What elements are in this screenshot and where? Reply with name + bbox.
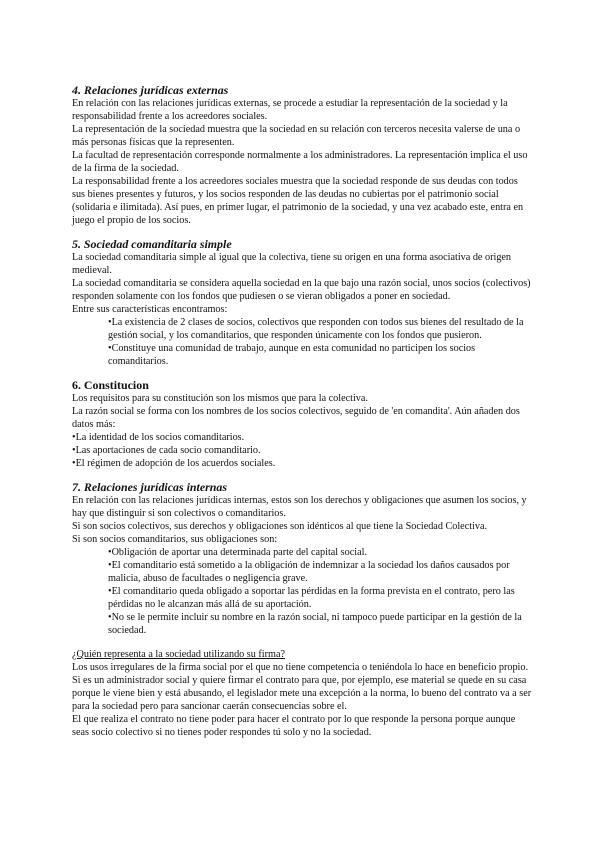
section-external-relations: [72, 84, 532, 227]
paragraph: La responsabilidad frente a los acreedores sociales muestra que la sociedad responde de sus deudas con todos sus bienes presentes y futuros, y los socios responden de las deudas no cubiertas por el patrimonio social (solidaria e ilimitada). Así pues, en primer lugar, el patrimonio de la sociedad, y una vez acabado este, entra en juego el propio de los socios.: [72, 176, 524, 226]
bullet-list: [72, 546, 532, 637]
paragraph: En relación con las relaciones jurídicas internas, estos son los derechos y obligaciones que asumen los socios, y hay que distinguir si son colectivos o comanditarios.: [72, 495, 527, 519]
list-item: •Obligación de aportar una determinada parte del capital social.: [108, 547, 367, 558]
question-heading: ¿Quién representa a la sociedad utilizando su firma?: [72, 649, 285, 660]
paragraph: La representación de la sociedad muestra que la sociedad en su relación con terceros necesita valerse de una o más personas físicas que la representen.: [72, 124, 521, 148]
paragraph: El que realiza el contrato no tiene poder para hacer el contrato por lo que responde la persona porque aunque seas socio colectivo si no tienes poder respondes tú solo y no la sociedad.: [72, 714, 516, 738]
paragraph: La sociedad comanditaria se considera aquella sociedad en la que bajo una razón social, unos socios (colectivos) responden solamente con los fondos que pudiesen o se vieran obligados a poner en sociedad.: [72, 278, 531, 302]
list-item: •El comanditario está sometido a la obligación de indemnizar a la sociedad los daños causados por malicia, abuso de facultades o negligencia grave.: [108, 560, 510, 584]
section-heading: 4. Relaciones jurídicas externas: [72, 83, 229, 97]
section-heading: 5. Sociedad comanditaria simple: [72, 237, 232, 251]
paragraph: La sociedad comanditaria simple al igual que la colectiva, tiene su origen en una forma asociativa de origen medieval.: [72, 252, 512, 276]
paragraph: Los usos irregulares de la firma social por el que no tiene competencia o teniéndola lo hace en beneficio propio. Si es un administrador social y quiere firmar el contrato para que, por ejemplo, ese material se quede en su casa porque le viene bien y está abusando, el legislador mete una excepción a la norma, lo bueno del contrato va a ser para la sociedad pero para sancionar caerán consecuencias sobre el.: [72, 662, 532, 712]
section-comanditaria-simple: [72, 238, 532, 368]
paragraph: Entre sus características encontramos:: [72, 304, 228, 315]
document-page: [72, 84, 532, 739]
list-item: •No se le permite incluir su nombre en la razón social, ni tampoco puede participar en la gestión de la sociedad.: [108, 612, 522, 636]
list-item: •La identidad de los socios comanditarios.: [72, 432, 245, 443]
paragraph: Si son socios colectivos, sus derechos y obligaciones son idénticos al que tiene la Sociedad Colectiva.: [72, 521, 488, 532]
paragraph: Los requisitos para su constitución son los mismos que para la colectiva.: [72, 393, 368, 404]
section-question: [72, 648, 532, 739]
paragraph: Si son socios comanditarios, sus obligaciones son:: [72, 534, 278, 545]
list-item: •Constituye una comunidad de trabajo, aunque en esta comunidad no participen los socios comanditarios.: [108, 343, 476, 367]
paragraph: La facultad de representación corresponde normalmente a los administradores. La representación implica el uso de la firma de la sociedad.: [72, 150, 528, 174]
section-constitution: [72, 379, 532, 470]
paragraph: La razón social se forma con los nombres de los socios colectivos, seguido de 'en comandita'. Aún añaden dos datos más:: [72, 406, 520, 430]
list-item: •El régimen de adopción de los acuerdos sociales.: [72, 458, 276, 469]
list-item: •Las aportaciones de cada socio comanditario.: [72, 445, 261, 456]
paragraph: En relación con las relaciones jurídicas externas, se procede a estudiar la representación de la sociedad y la responsabilidad frente a los acreedores sociales.: [72, 98, 508, 122]
section-heading: 7. Relaciones jurídicas internas: [72, 480, 228, 494]
bullet-list: [72, 431, 532, 470]
section-heading: 6. Constitucion: [72, 378, 149, 392]
bullet-list: [72, 316, 532, 368]
list-item: •La existencia de 2 clases de socios, colectivos que responden con todos sus bienes del resultado de la gestión social, y los comanditarios, que responden únicamente con los fondos que pusieron.: [108, 317, 524, 341]
section-internal-relations: [72, 481, 532, 637]
list-item: •El comanditario queda obligado a soportar las pérdidas en la forma prevista en el contrato, pero las pérdidas no le alcanzan más allá de su aportación.: [108, 586, 515, 610]
